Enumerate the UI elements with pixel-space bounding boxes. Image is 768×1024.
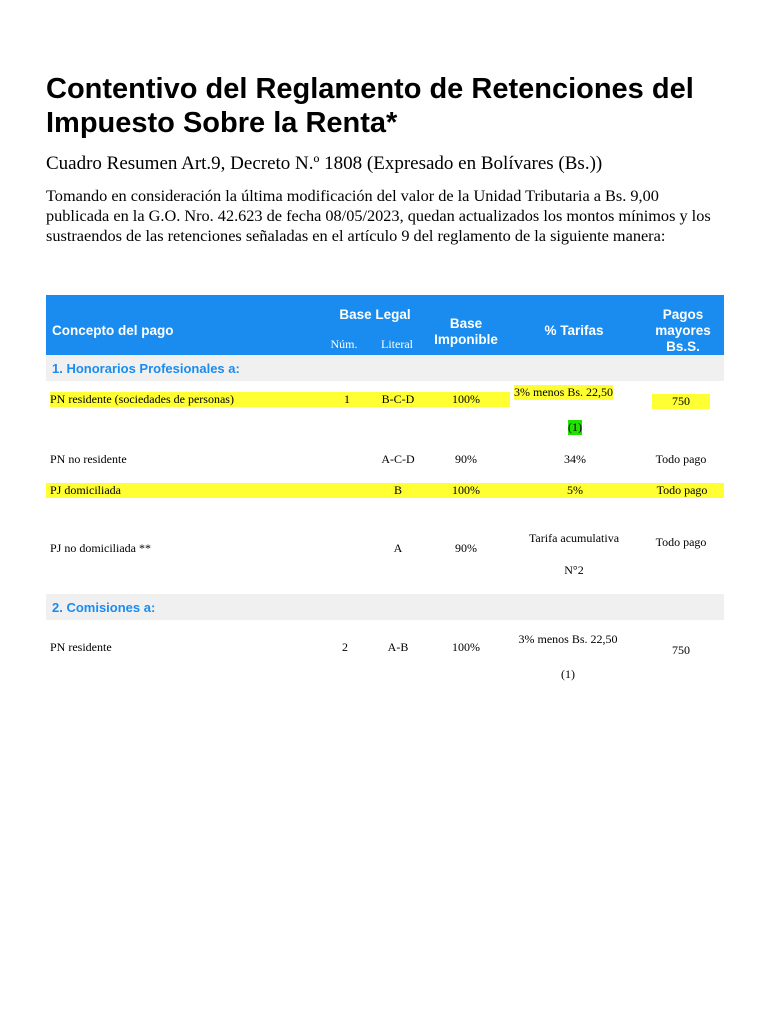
section-title: 2. Comisiones a: <box>52 600 156 615</box>
cell-num: 1 <box>320 392 374 407</box>
cell-literal: A-C-D <box>381 452 415 466</box>
cell-base: 100% <box>452 640 480 654</box>
header-base-imponible: Base Imponible <box>434 316 498 347</box>
section-title: 1. Honorarios Profesionales a: <box>52 361 240 376</box>
cell-tarifa: Tarifa acumulativa <box>528 531 620 545</box>
cell-pagos: 750 <box>652 394 710 409</box>
cell-literal: B-C-D <box>374 392 422 407</box>
cell-base: 90% <box>455 541 477 555</box>
header-num: Núm. <box>330 337 358 351</box>
retention-table <box>46 295 724 690</box>
cell-concepto: PN residente <box>50 640 112 654</box>
cell-pagos: Todo pago <box>655 452 707 466</box>
table-row <box>46 383 724 439</box>
cell-tarifa-note: (1) <box>568 420 582 434</box>
cell-concepto: PJ no domiciliada ** <box>50 541 151 555</box>
cell-tarifa-note: (1) <box>561 667 575 681</box>
cell-base: 90% <box>455 452 477 466</box>
table-header <box>46 295 724 355</box>
cell-num: 2 <box>342 640 348 654</box>
cell-tarifa: 34% <box>564 452 586 466</box>
header-concepto: Concepto del pago <box>52 323 174 338</box>
cell-tarifa: 3% menos Bs. 22,50 <box>518 632 618 646</box>
cell-pagos: Todo pago <box>640 483 724 498</box>
cell-pagos: 750 <box>672 643 690 657</box>
table-row <box>46 523 724 579</box>
header-pagos-mayores: Pagos mayores Bs.S. <box>655 307 711 354</box>
cell-pagos: Todo pago <box>655 535 707 549</box>
section-header <box>46 594 724 620</box>
section-header <box>46 355 724 381</box>
cell-base: 100% <box>422 392 510 407</box>
page-title: Contentivo del Reglamento de Retenciones del Impuesto Sobre la Renta* <box>46 73 694 139</box>
table-row <box>46 481 724 503</box>
cell-literal: B <box>374 483 422 498</box>
intro-paragraph: Tomando en consideración la última modificación del valor de la Unidad Tributaria a Bs. 9,00 publicada en la G.O. Nro. 42.623 de fecha 08/05/2023, quedan actualizados los montos mínimos y los sustraendos de las retenciones señaladas en el artículo 9 del reglamento de la siguiente manera: <box>46 186 711 245</box>
table-row <box>46 447 724 473</box>
header-tarifas: % Tarifas <box>544 323 604 338</box>
cell-literal: A <box>393 541 403 555</box>
header-base-legal: Base Legal <box>339 307 411 322</box>
cell-tarifa-note: N°2 <box>564 563 584 577</box>
page-subtitle: Cuadro Resumen Art.9, Decreto N.º 1808 (Expresado en Bolívares (Bs.)) <box>46 153 603 174</box>
table-row <box>46 629 724 685</box>
cell-concepto: PJ domiciliada <box>46 483 324 498</box>
cell-tarifa: 3% menos Bs. 22,50 <box>514 385 613 399</box>
cell-concepto: PN residente (sociedades de personas) <box>50 392 320 407</box>
cell-base: 100% <box>422 483 510 498</box>
cell-concepto: PN no residente <box>50 452 127 466</box>
cell-literal: A-B <box>387 640 409 654</box>
header-literal: Literal <box>381 337 413 351</box>
cell-tarifa: 5% <box>510 483 640 498</box>
